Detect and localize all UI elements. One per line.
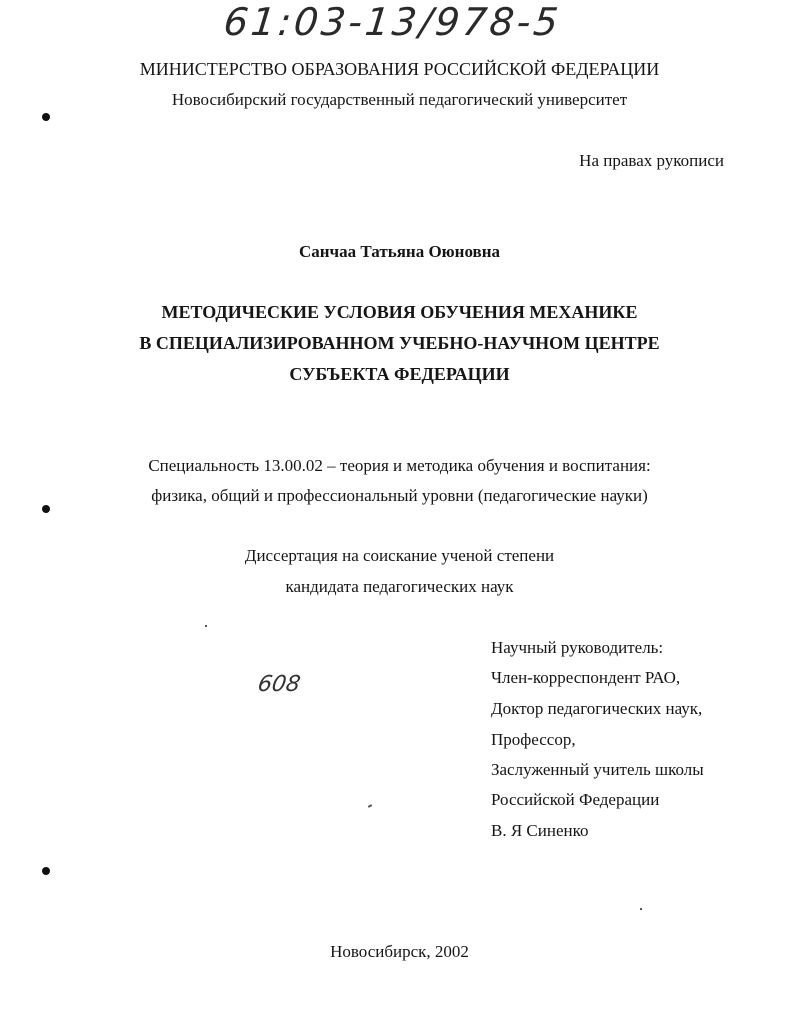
author-name: Санчаа Татьяна Оюновна bbox=[298, 242, 501, 261]
supervisor-title-4: Заслуженный учитель школы bbox=[491, 760, 704, 779]
supervisor-title-5: Российской Федерации bbox=[491, 790, 660, 809]
specialty-line-2: физика, общий и профессиональный уровни (педагогические науки) bbox=[151, 486, 648, 505]
dissertation-title-line-2: В СПЕЦИАЛИЗИРОВАННОМ УЧЕБНО-НАУЧНОМ ЦЕНТРЕ bbox=[139, 333, 660, 353]
ministry-heading: МИНИСТЕРСТВО ОБРАЗОВАНИЯ РОССИЙСКОЙ ФЕДЕРАЦИИ bbox=[139, 59, 660, 79]
handwritten-mark: 608 bbox=[255, 672, 303, 697]
degree-line-2: кандидата педагогических наук bbox=[285, 577, 514, 596]
handwritten-archive-code: 61:03-13/978-5 bbox=[221, 0, 564, 44]
scan-speck bbox=[205, 625, 207, 627]
rights-note: На правах рукописи bbox=[579, 151, 724, 170]
dissertation-title-line-3: СУБЪЕКТА ФЕДЕРАЦИИ bbox=[289, 364, 510, 384]
dissertation-title-line-1: МЕТОДИЧЕСКИЕ УСЛОВИЯ ОБУЧЕНИЯ МЕХАНИКЕ bbox=[161, 302, 638, 322]
supervisor-title-1: Член-корреспондент РАО, bbox=[491, 668, 681, 687]
city-year: Новосибирск, 2002 bbox=[330, 942, 469, 961]
degree-line-1: Диссертация на соискание ученой степени bbox=[244, 546, 555, 565]
supervisor-name: В. Я Синенко bbox=[491, 821, 589, 840]
university-name: Новосибирский государственный педагогический университет bbox=[171, 90, 628, 109]
punch-hole-bottom bbox=[42, 867, 50, 875]
scan-speck bbox=[640, 908, 642, 910]
punch-hole-top bbox=[42, 113, 50, 121]
specialty-line-1: Специальность 13.00.02 – теория и методика обучения и воспитания: bbox=[148, 456, 651, 475]
supervisor-label: Научный руководитель: bbox=[491, 638, 664, 657]
supervisor-title-3: Профессор, bbox=[491, 730, 576, 749]
punch-hole-middle bbox=[42, 505, 50, 513]
scan-speck bbox=[368, 804, 372, 808]
supervisor-title-2: Доктор педагогических наук, bbox=[491, 699, 703, 718]
